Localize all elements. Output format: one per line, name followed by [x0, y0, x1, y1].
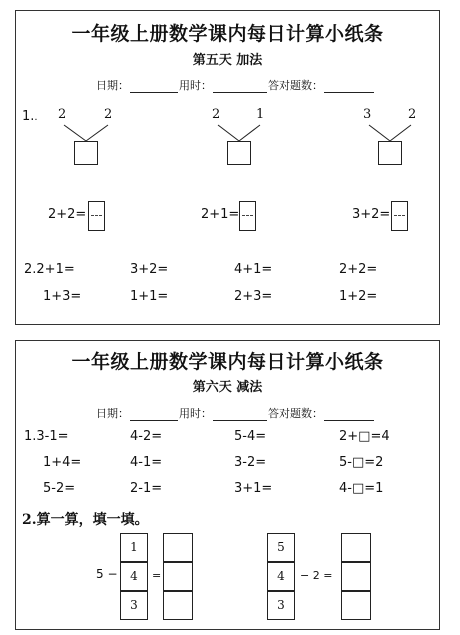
decomp-3-left: 3 — [363, 107, 372, 122]
sub-eq-6: 4-1= — [130, 455, 163, 470]
correct-label: 答对题数： — [268, 79, 323, 92]
q2-eq-8: 1+2= — [339, 289, 378, 304]
sub-eq-11: 3+1= — [234, 481, 273, 496]
q2-title: 2.算一算，填一填。 — [22, 512, 149, 528]
decomp-2-left: 2 — [212, 107, 221, 122]
sub-eq-9: 5-2= — [43, 481, 76, 496]
machine2-cell-1: 5 — [267, 533, 295, 562]
machine1-prefix: 5 − — [96, 567, 118, 581]
machine1-cell-2: 4 — [120, 562, 148, 591]
q1-label: 1.. — [22, 109, 38, 124]
machine2-cell-3: 3 — [267, 591, 295, 620]
date-label: 日期： — [96, 407, 129, 420]
sub-eq-12: 4-□=1 — [339, 481, 384, 496]
box-eq-2: 2+1= — [201, 207, 240, 222]
day6-meta — [96, 405, 375, 421]
machine1-answer-1[interactable] — [163, 533, 193, 562]
machine1-answer-3[interactable] — [163, 591, 193, 620]
box-eq-1-answer[interactable] — [88, 201, 105, 231]
sub-eq-10: 2-1= — [130, 481, 163, 496]
q2-eq-2: 3+2= — [130, 262, 169, 277]
sub-eq-4: 2+□=4 — [339, 429, 390, 444]
q2-eq-4: 2+2= — [339, 262, 378, 277]
decomp-2-answer-box[interactable] — [227, 141, 251, 165]
sub-eq-8: 5-□=2 — [339, 455, 384, 470]
q2-eq-7: 2+3= — [234, 289, 273, 304]
box-eq-3: 3+2= — [352, 207, 391, 222]
box-eq-2-answer[interactable] — [239, 201, 256, 231]
machine2-answer-2[interactable] — [341, 562, 371, 591]
day6-subtitle: 第六天 减法 — [192, 380, 263, 395]
day6-title: 一年级上册数学课内每日计算小纸条 — [71, 351, 384, 373]
q2-eq-6: 1+1= — [130, 289, 169, 304]
day5-subtitle: 第五天 加法 — [192, 53, 263, 68]
machine2-operation: − 2 = — [300, 569, 333, 582]
day5-sheet — [15, 10, 440, 325]
decomp-1-right: 2 — [104, 107, 113, 122]
box-eq-3-answer[interactable] — [391, 201, 408, 231]
machine1-equals: = — [152, 569, 162, 582]
box-eq-1: 2+2= — [48, 207, 87, 222]
correct-label: 答对题数： — [268, 407, 323, 420]
decomp-1-left: 2 — [58, 107, 67, 122]
time-label: 用时： — [179, 79, 212, 92]
decomp-3-answer-box[interactable] — [378, 141, 402, 165]
decomp-3-right: 2 — [408, 107, 417, 122]
correct-blank[interactable] — [324, 80, 374, 93]
day5-meta — [96, 77, 375, 93]
machine1-cell-3: 3 — [120, 591, 148, 620]
decomp-2-branch — [216, 123, 264, 143]
sub-eq-3: 5-4= — [234, 429, 267, 444]
machine2-answer-3[interactable] — [341, 591, 371, 620]
date-label: 日期： — [96, 79, 129, 92]
correct-blank[interactable] — [324, 408, 374, 421]
machine1-answer-2[interactable] — [163, 562, 193, 591]
q2-eq-5: 1+3= — [43, 289, 82, 304]
machine2-answer-1[interactable] — [341, 533, 371, 562]
decomp-1-branch — [62, 123, 112, 143]
q2-eq-3: 4+1= — [234, 262, 273, 277]
day5-title: 一年级上册数学课内每日计算小纸条 — [71, 23, 384, 45]
sub-eq-7: 3-2= — [234, 455, 267, 470]
machine2-cell-2: 4 — [267, 562, 295, 591]
decomp-2-right: 1 — [256, 107, 265, 122]
date-blank[interactable] — [130, 80, 178, 93]
time-blank[interactable] — [213, 408, 267, 421]
q2-eq-1: 2.2+1= — [24, 262, 75, 277]
sub-eq-1: 1.3-1= — [24, 429, 69, 444]
time-blank[interactable] — [213, 80, 267, 93]
decomp-1-answer-box[interactable] — [74, 141, 98, 165]
date-blank[interactable] — [130, 408, 178, 421]
sub-eq-5: 1+4= — [43, 455, 82, 470]
machine1-cell-1: 1 — [120, 533, 148, 562]
sub-eq-2: 4-2= — [130, 429, 163, 444]
time-label: 用时： — [179, 407, 212, 420]
decomp-3-branch — [367, 123, 415, 143]
day6-sheet — [15, 340, 440, 630]
